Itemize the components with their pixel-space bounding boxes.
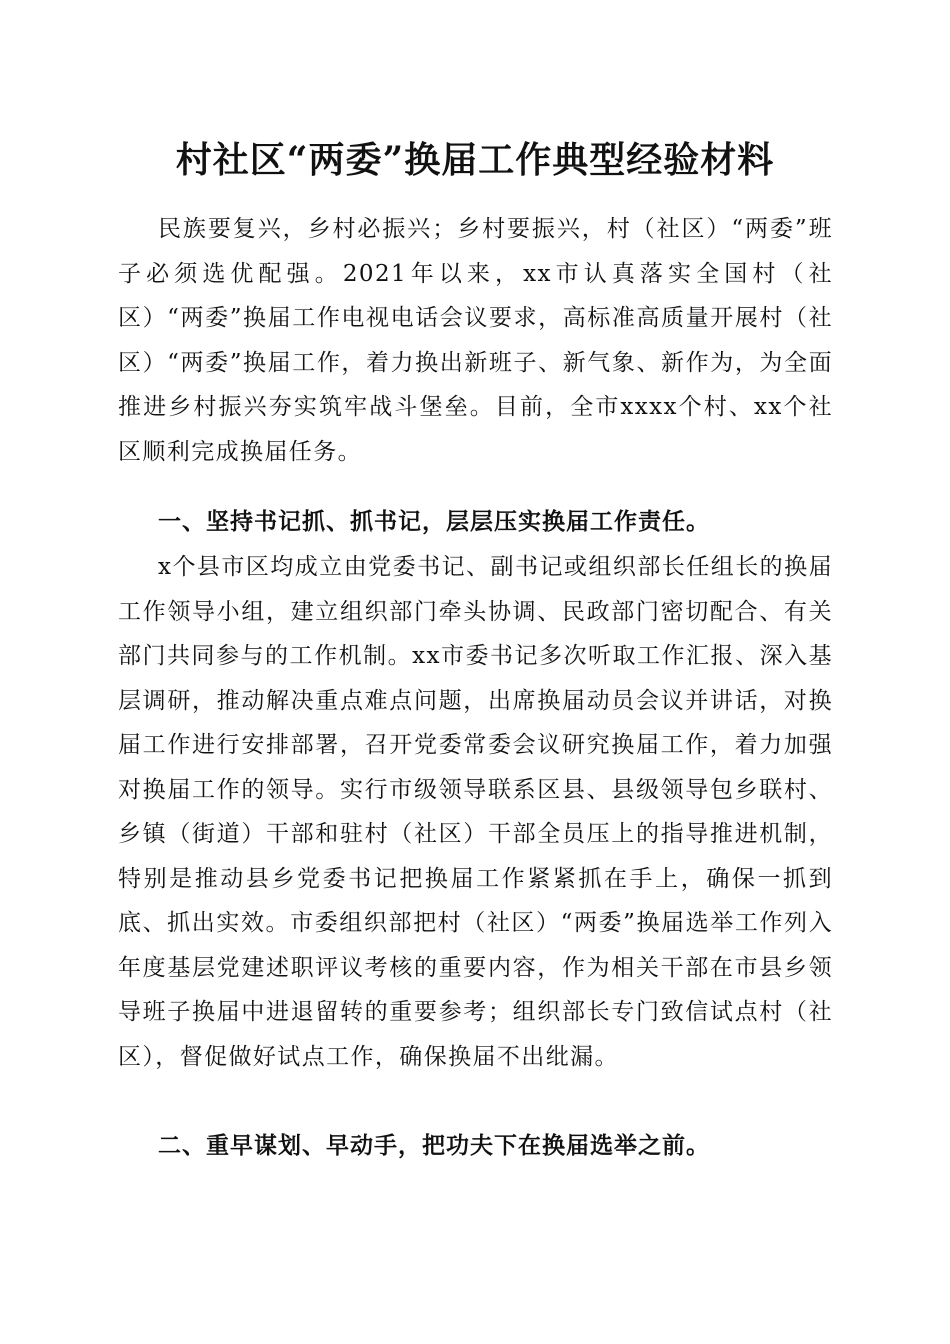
section-heading-2: 二、重早谋划、早动手，把功夫下在换届选举之前。: [158, 1132, 710, 1159]
intro-paragraph: 民族要复兴，乡村必振兴；乡村要振兴，村（社区）“两委”班子必须选优配强。2021年以来，xx市认真落实全国村（社区）“两委”换届工作电视电话会议要求，高标准高质量开展村（社区）“两委”换届工作，着力换出新班子、新气象、新作为，为全面推进乡村振兴夯实筑牢战斗堡垒。目前，全市xxxx个村、xx个社区顺利完成换届任务。: [118, 216, 833, 465]
section-heading-1: 一、坚持书记抓、抓书记，层层压实换届工作责任。: [158, 508, 710, 535]
document-title: 村社区“两委”换届工作典型经验材料: [175, 139, 775, 181]
section-1-paragraph: x个县市区均成立由党委书记、副书记或组织部长任组长的换届工作领导小组，建立组织部门牵头协调、民政部门密切配合、有关部门共同参与的工作机制。xx市委书记多次听取工作汇报、深入基层调研，推动解决重点难点问题，出席换届动员会议并讲话，对换届工作进行安排部署，召开党委常委会议研究换届工作，着力加强对换届工作的领导。实行市级领导联系区县、县级领导包乡联村、乡镇（街道）干部和驻村（社区）干部全员压上的指导推进机制，特别是推动县乡党委书记把换届工作紧紧抓在手上，确保一抓到底、抓出实效。市委组织部把村（社区）“两委”换届选举工作列入年度基层党建述职评议考核的重要内容，作为相关干部在市县乡领导班子换届中进退留转的重要参考；组织部长专门致信试点村（社区），督促做好试点工作，确保换届不出纰漏。: [118, 554, 833, 1070]
